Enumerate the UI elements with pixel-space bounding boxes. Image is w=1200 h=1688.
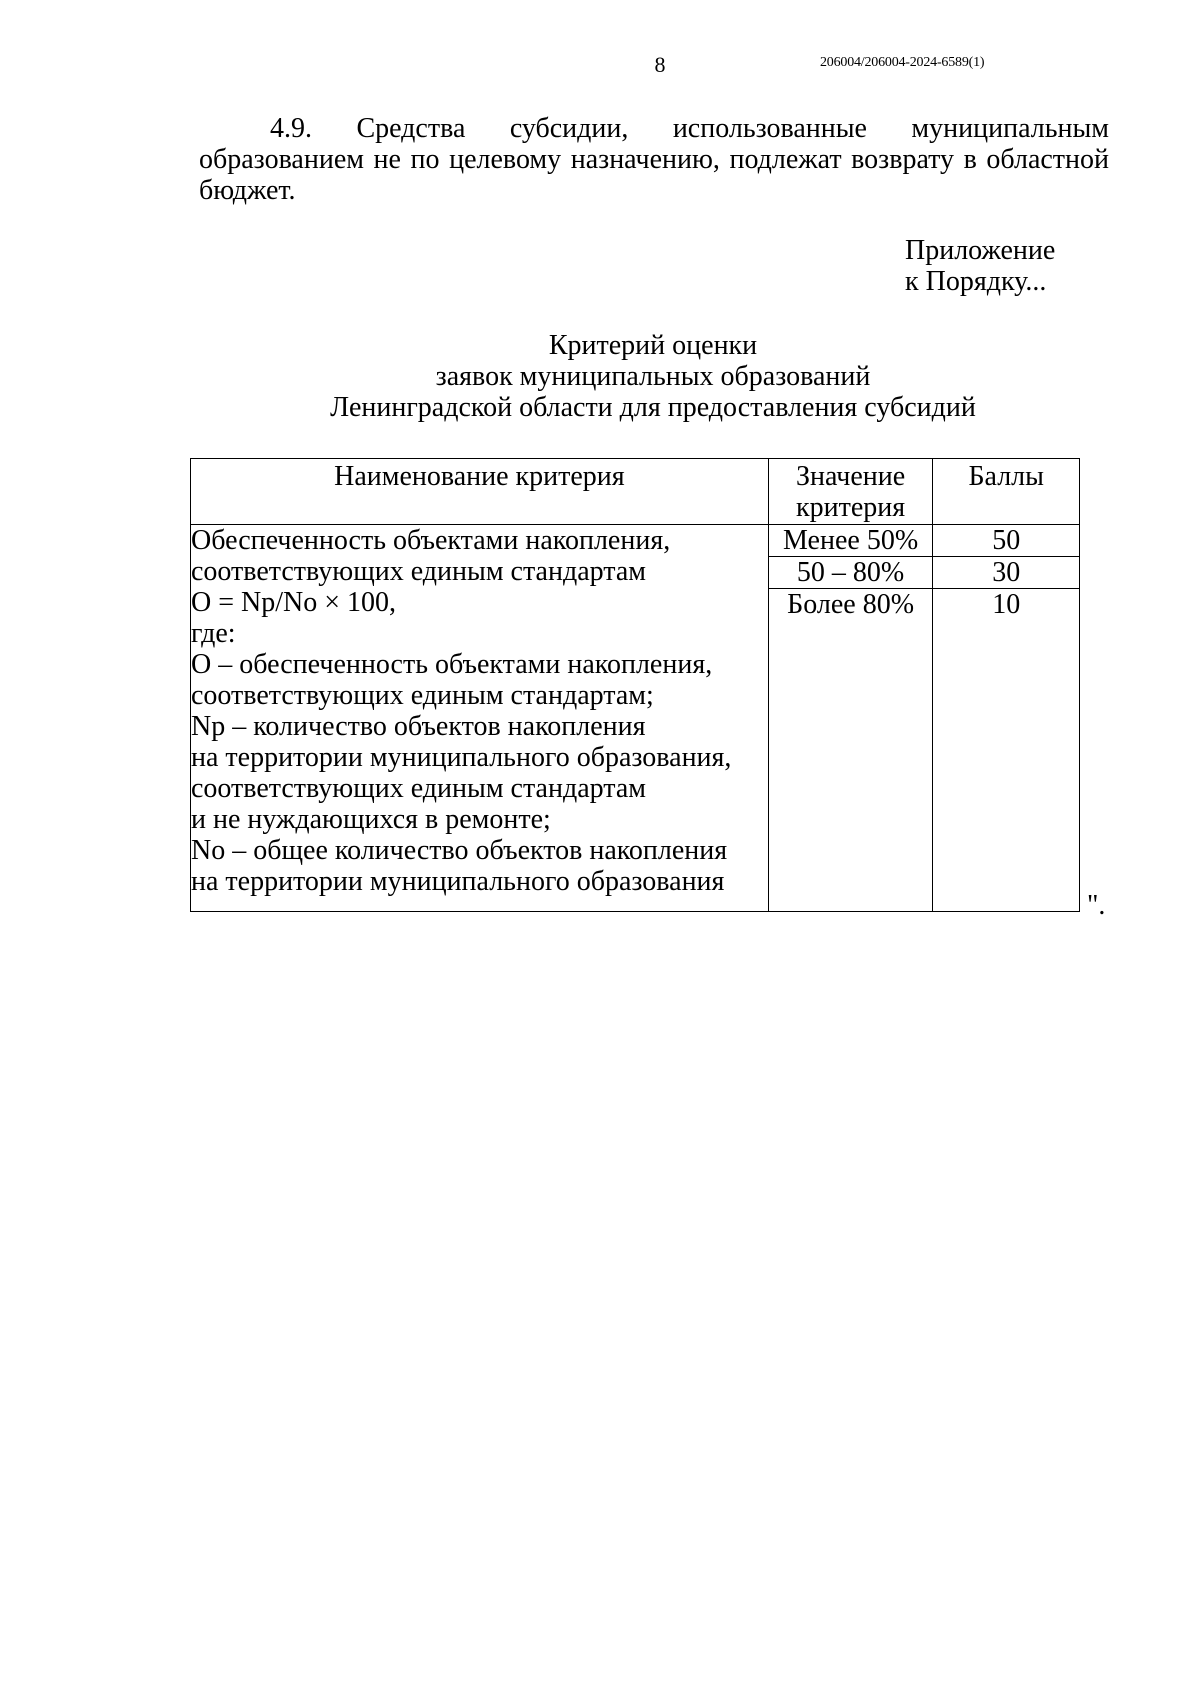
paragraph-4-9: 4.9. Средства субсидии, использованные муниципальным образованием не по целевому назначению, подлежат возврату в областной бюджет. <box>199 113 1109 206</box>
appendix-line-2: к Порядку... <box>905 266 1047 297</box>
appendix-reference <box>905 235 1055 297</box>
document-id: 206004/206004-2024-6589(1) <box>820 55 985 70</box>
table-title-line-2: заявок муниципальных образований <box>435 361 871 392</box>
criterion-value-cell: Менее 50% <box>768 525 933 557</box>
points-cell: 30 <box>933 557 1080 589</box>
criterion-line: и не нуждающихся в ремонте; <box>191 804 551 835</box>
page-number: 8 <box>654 52 666 77</box>
criterion-line: Np – количество объектов накопления <box>191 711 646 742</box>
criterion-description <box>191 525 769 912</box>
criterion-line: O = Np/No × 100, <box>191 587 397 618</box>
criterion-value-cell: 50 – 80% <box>768 557 933 589</box>
table-header-row <box>191 459 1080 525</box>
criterion-line: где: <box>191 618 236 649</box>
criterion-line: No – общее количество объектов накопления <box>191 835 728 866</box>
criteria-table <box>190 458 1080 912</box>
criterion-line: O – обеспеченность объектами накопления, <box>191 649 713 680</box>
table-title <box>190 330 1116 423</box>
criterion-line: Обеспеченность объектами накопления, <box>191 525 671 556</box>
criterion-line: соответствующих единым стандартам; <box>191 680 654 711</box>
header-criterion-name: Наименование критерия <box>191 459 769 525</box>
points-cell: 50 <box>933 525 1080 557</box>
points-cell: 10 <box>933 589 1080 912</box>
criterion-line: на территории муниципального образования <box>191 866 725 897</box>
header-criterion-value: Значение критерия <box>768 459 933 525</box>
table-title-line-1: Критерий оценки <box>548 330 758 361</box>
header-points: Баллы <box>933 459 1080 525</box>
criterion-value-cell: Более 80% <box>768 589 933 912</box>
table-row <box>191 525 1080 557</box>
criterion-line: на территории муниципального образования, <box>191 742 732 773</box>
criterion-line: соответствующих единым стандартам <box>191 556 646 587</box>
closing-quote: ". <box>1087 890 1106 921</box>
criterion-line: соответствующих единым стандартам <box>191 773 646 804</box>
table-title-line-3: Ленинградской области для предоставления субсидий <box>330 392 976 423</box>
appendix-line-1: Приложение <box>905 235 1056 266</box>
